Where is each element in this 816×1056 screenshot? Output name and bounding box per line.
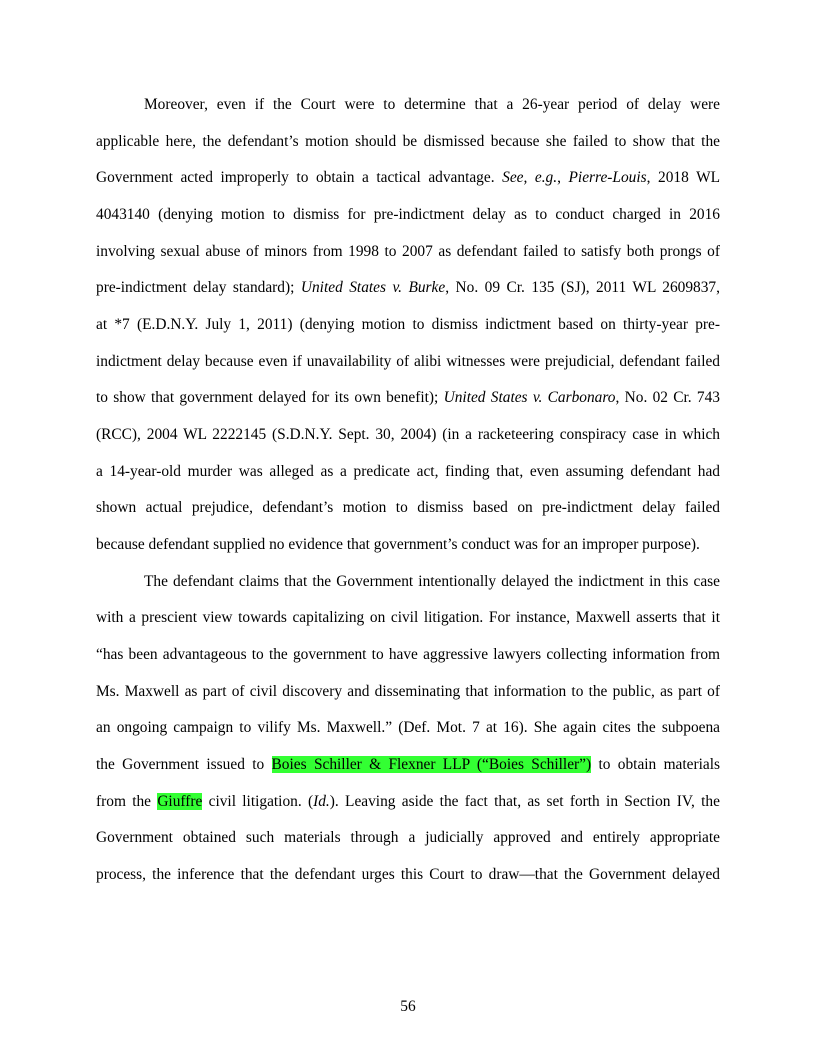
p2-l7-rest: ). Leaving aside the fact that, as set forth in Section IV, the [329, 793, 720, 810]
p2-l6-text: the Government issued to [96, 756, 265, 773]
paragraph-2-line-6 [96, 755, 720, 775]
paragraph-1-line-4: 4043140 (denying motion to dismiss for pre-indictment delay as to conduct charged in 2016 [96, 206, 720, 223]
paragraph-2-line-4: Ms. Maxwell as part of civil discovery and disseminating that information to the public, as part of [96, 683, 720, 700]
page-number: 56 [400, 998, 416, 1015]
case-name-burke: United States v. Burke [300, 279, 446, 296]
paragraph-2-line-8: Government obtained such materials through a judicially approved and entirely appropriate [96, 829, 720, 846]
paragraph-1-line-7: at *7 (E.D.N.Y. July 1, 2011) (denying motion to dismiss indictment based on thirty-year pre- [96, 316, 720, 333]
highlight-giuffre: Giuffre [157, 793, 203, 810]
paragraph-2-line-2: with a prescient view towards capitalizing on civil litigation. For instance, Maxwell asserts that it [96, 609, 720, 626]
paragraph-1-line-8: indictment delay because even if unavailability of alibi witnesses were prejudicial, defendant failed [96, 353, 720, 370]
paragraph-1-line-12: shown actual prejudice, defendant’s motion to dismiss based on pre-indictment delay failed [96, 499, 720, 516]
paragraph-1-line-13: because defendant supplied no evidence that government’s conduct was for an improper purpose). [96, 536, 700, 553]
p2-l6-rest: to obtain materials [598, 756, 720, 773]
paragraph-2-line-7 [96, 792, 720, 812]
paragraph-2-line-9: process, the inference that the defendant urges this Court to draw—that the Government delayed [96, 866, 720, 883]
p2-l7-mid: civil litigation. ( [208, 793, 314, 810]
paragraph-1-line-5: involving sexual abuse of minors from 1998 to 2007 as defendant failed to satisfy both prongs of [96, 243, 720, 260]
p1-l6-cite: , No. 09 Cr. 135 (SJ), 2011 WL 2609837, [445, 279, 720, 296]
citation-signal: See, e.g. [502, 169, 558, 186]
paragraph-1-line-1: Moreover, even if the Court were to determine that a 26-year period of delay were [144, 96, 720, 113]
paragraph-1-line-11: a 14-year-old murder was alleged as a predicate act, finding that, even assuming defendant had [96, 463, 720, 480]
p1-l9-text: to show that government delayed for its own benefit); [96, 389, 439, 406]
paragraph-2-line-1: The defendant claims that the Government intentionally delayed the indictment in this case [144, 573, 720, 590]
citation-id: Id. [313, 793, 330, 810]
p1-l3-text: Government acted improperly to obtain a tactical advantage. [96, 169, 495, 186]
paragraph-1-line-6 [96, 278, 720, 298]
paragraph-1-line-10: (RCC), 2004 WL 2222145 (S.D.N.Y. Sept. 30, 2004) (in a racketeering conspiracy case in which [96, 426, 720, 443]
case-name-pierre-louis: Pierre-Louis [568, 169, 647, 186]
paragraph-2-line-5: an ongoing campaign to vilify Ms. Maxwell.” (Def. Mot. 7 at 16). She again cites the subpoena [96, 719, 720, 736]
p1-l3-cite: , 2018 WL [646, 169, 720, 186]
p1-l6-text: pre-indictment delay standard); [96, 279, 295, 296]
paragraph-1-line-9 [96, 388, 720, 408]
paragraph-1-line-3 [96, 168, 720, 188]
p2-l7-text: from the [96, 793, 152, 810]
highlight-boies-schiller: Boies Schiller & Flexner LLP (“Boies Schiller”) [271, 756, 592, 773]
p1-l3-comma: , [557, 169, 561, 186]
p1-l9-cite: , No. 02 Cr. 743 [615, 389, 721, 406]
paragraph-1-line-2: applicable here, the defendant’s motion should be dismissed because she failed to show that the [96, 133, 720, 150]
paragraph-2-line-3: “has been advantageous to the government to have aggressive lawyers collecting information from [96, 646, 720, 663]
case-name-carbonaro: United States v. Carbonaro [443, 389, 616, 406]
